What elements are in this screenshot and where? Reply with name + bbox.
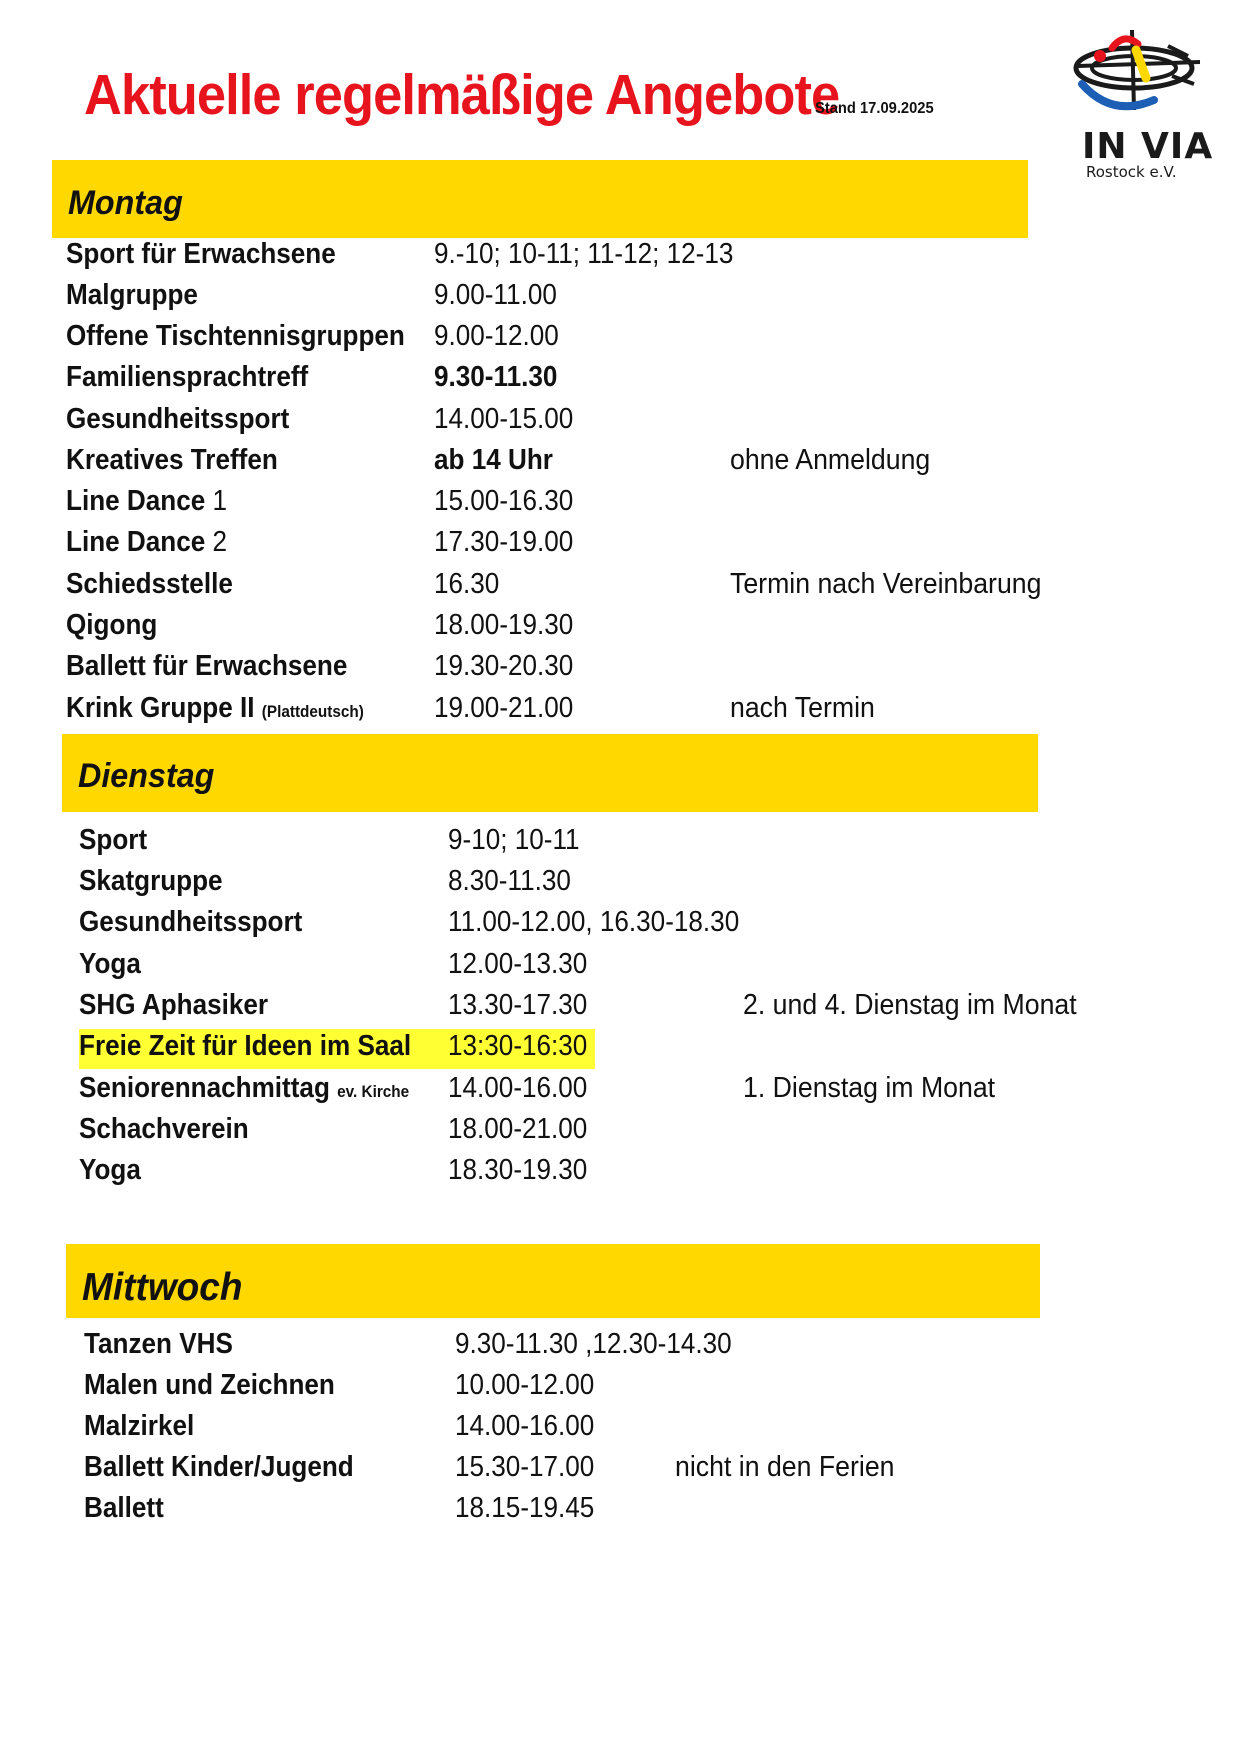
offer-name-detail: (Plattdeutsch)	[261, 702, 364, 721]
offer-time: 14.00-16.00	[448, 1072, 588, 1104]
offer-time: 9.-10; 10-11; 11-12; 12-13	[434, 238, 734, 270]
offer-name: Malzirkel	[84, 1410, 195, 1442]
offer-name: Malen und Zeichnen	[84, 1369, 335, 1401]
offer-name: Freie Zeit für Ideen im Saal	[79, 1030, 412, 1062]
offer-name: Sport für Erwachsene	[66, 238, 336, 270]
offer-name: Ballett für Erwachsene	[66, 650, 348, 682]
offer-name-detail: ev. Kirche	[337, 1082, 410, 1101]
day-label-montag: Montag	[68, 184, 183, 222]
offer-time: 18.00-19.30	[434, 609, 574, 641]
offer-name-suffix: 1	[212, 485, 228, 517]
offer-note: Termin nach Vereinbarung	[730, 568, 1042, 600]
logo-subtitle: Rostock e.V.	[1086, 163, 1177, 181]
offer-name-main: Line Dance	[66, 485, 206, 517]
offer-time: 19.30-20.30	[434, 650, 574, 682]
offer-time: 18.30-19.30	[448, 1154, 588, 1186]
offer-note: nach Termin	[730, 692, 875, 724]
offer-time: 18.15-19.45	[455, 1492, 595, 1524]
stand-date: Stand 17.09.2025	[815, 100, 934, 117]
offer-name-main: Krink Gruppe II	[66, 692, 255, 724]
day-header-montag	[52, 160, 1028, 238]
offer-time: 14.00-15.00	[434, 403, 574, 435]
offer-name: Yoga	[79, 948, 141, 980]
offer-time: 17.30-19.00	[434, 526, 574, 558]
day-label-dienstag: Dienstag	[78, 757, 215, 795]
offer-name	[66, 692, 364, 725]
logo-name: IN VIA	[1082, 126, 1214, 167]
offer-time: 16.30	[434, 568, 500, 600]
offer-note: 2. und 4. Dienstag im Monat	[743, 989, 1077, 1021]
page-title: Aktuelle regelmäßige Angebote	[84, 63, 840, 127]
offer-name: Tanzen VHS	[84, 1328, 233, 1360]
offer-time: ab 14 Uhr	[434, 444, 553, 476]
offer-time: 9.00-11.00	[434, 279, 557, 311]
offer-time: 9.30-11.30	[434, 361, 558, 393]
offer-name: Skatgruppe	[79, 865, 223, 897]
offer-time: 18.00-21.00	[448, 1113, 588, 1145]
offer-time: 9-10; 10-11	[448, 824, 580, 856]
offer-name	[66, 526, 227, 559]
offer-note: nicht in den Ferien	[675, 1451, 895, 1483]
offer-name: Ballett	[84, 1492, 164, 1524]
offer-name-main: Line Dance	[66, 526, 206, 558]
offer-time: 12.00-13.30	[448, 948, 588, 980]
offer-time: 8.30-11.30	[448, 865, 571, 897]
offer-time: 15.00-16.30	[434, 485, 574, 517]
offer-name: Gesundheitssport	[66, 403, 290, 435]
offer-note: 1. Dienstag im Monat	[743, 1072, 996, 1104]
offer-name: Schiedsstelle	[66, 568, 233, 600]
offer-time: 9.00-12.00	[434, 320, 559, 352]
offer-time: 13.30-17.30	[448, 989, 588, 1021]
offer-name: Offene Tischtennisgruppen	[66, 320, 405, 352]
offer-time: 15.30-17.00	[455, 1451, 595, 1483]
offer-time: 13:30-16:30	[448, 1030, 588, 1062]
offer-time: 10.00-12.00	[455, 1369, 595, 1401]
offer-time: 19.00-21.00	[434, 692, 574, 724]
day-label-mittwoch: Mittwoch	[82, 1266, 243, 1309]
offer-name	[79, 1072, 409, 1105]
offer-name: Ballett Kinder/Jugend	[84, 1451, 354, 1483]
offer-name: Schachverein	[79, 1113, 249, 1145]
offer-name: Yoga	[79, 1154, 141, 1186]
offer-name: Qigong	[66, 609, 158, 641]
offer-note: ohne Anmeldung	[730, 444, 931, 476]
offer-name	[66, 485, 227, 518]
offer-name: Familiensprachtreff	[66, 361, 309, 393]
offer-name: Sport	[79, 824, 148, 856]
logo-text	[1082, 126, 1213, 181]
offer-name-main: Seniorennachmittag	[79, 1072, 330, 1104]
offer-time: 11.00-12.00, 16.30-18.30	[448, 906, 740, 938]
offer-name: Kreatives Treffen	[66, 444, 278, 476]
offer-name: Gesundheitssport	[79, 906, 303, 938]
offer-name: SHG Aphasiker	[79, 989, 269, 1021]
offer-name: Malgruppe	[66, 279, 198, 311]
offer-time: 9.30-11.30 ,12.30-14.30	[455, 1328, 732, 1360]
offer-time: 14.00-16.00	[455, 1410, 595, 1442]
offer-name-suffix: 2	[212, 526, 228, 558]
